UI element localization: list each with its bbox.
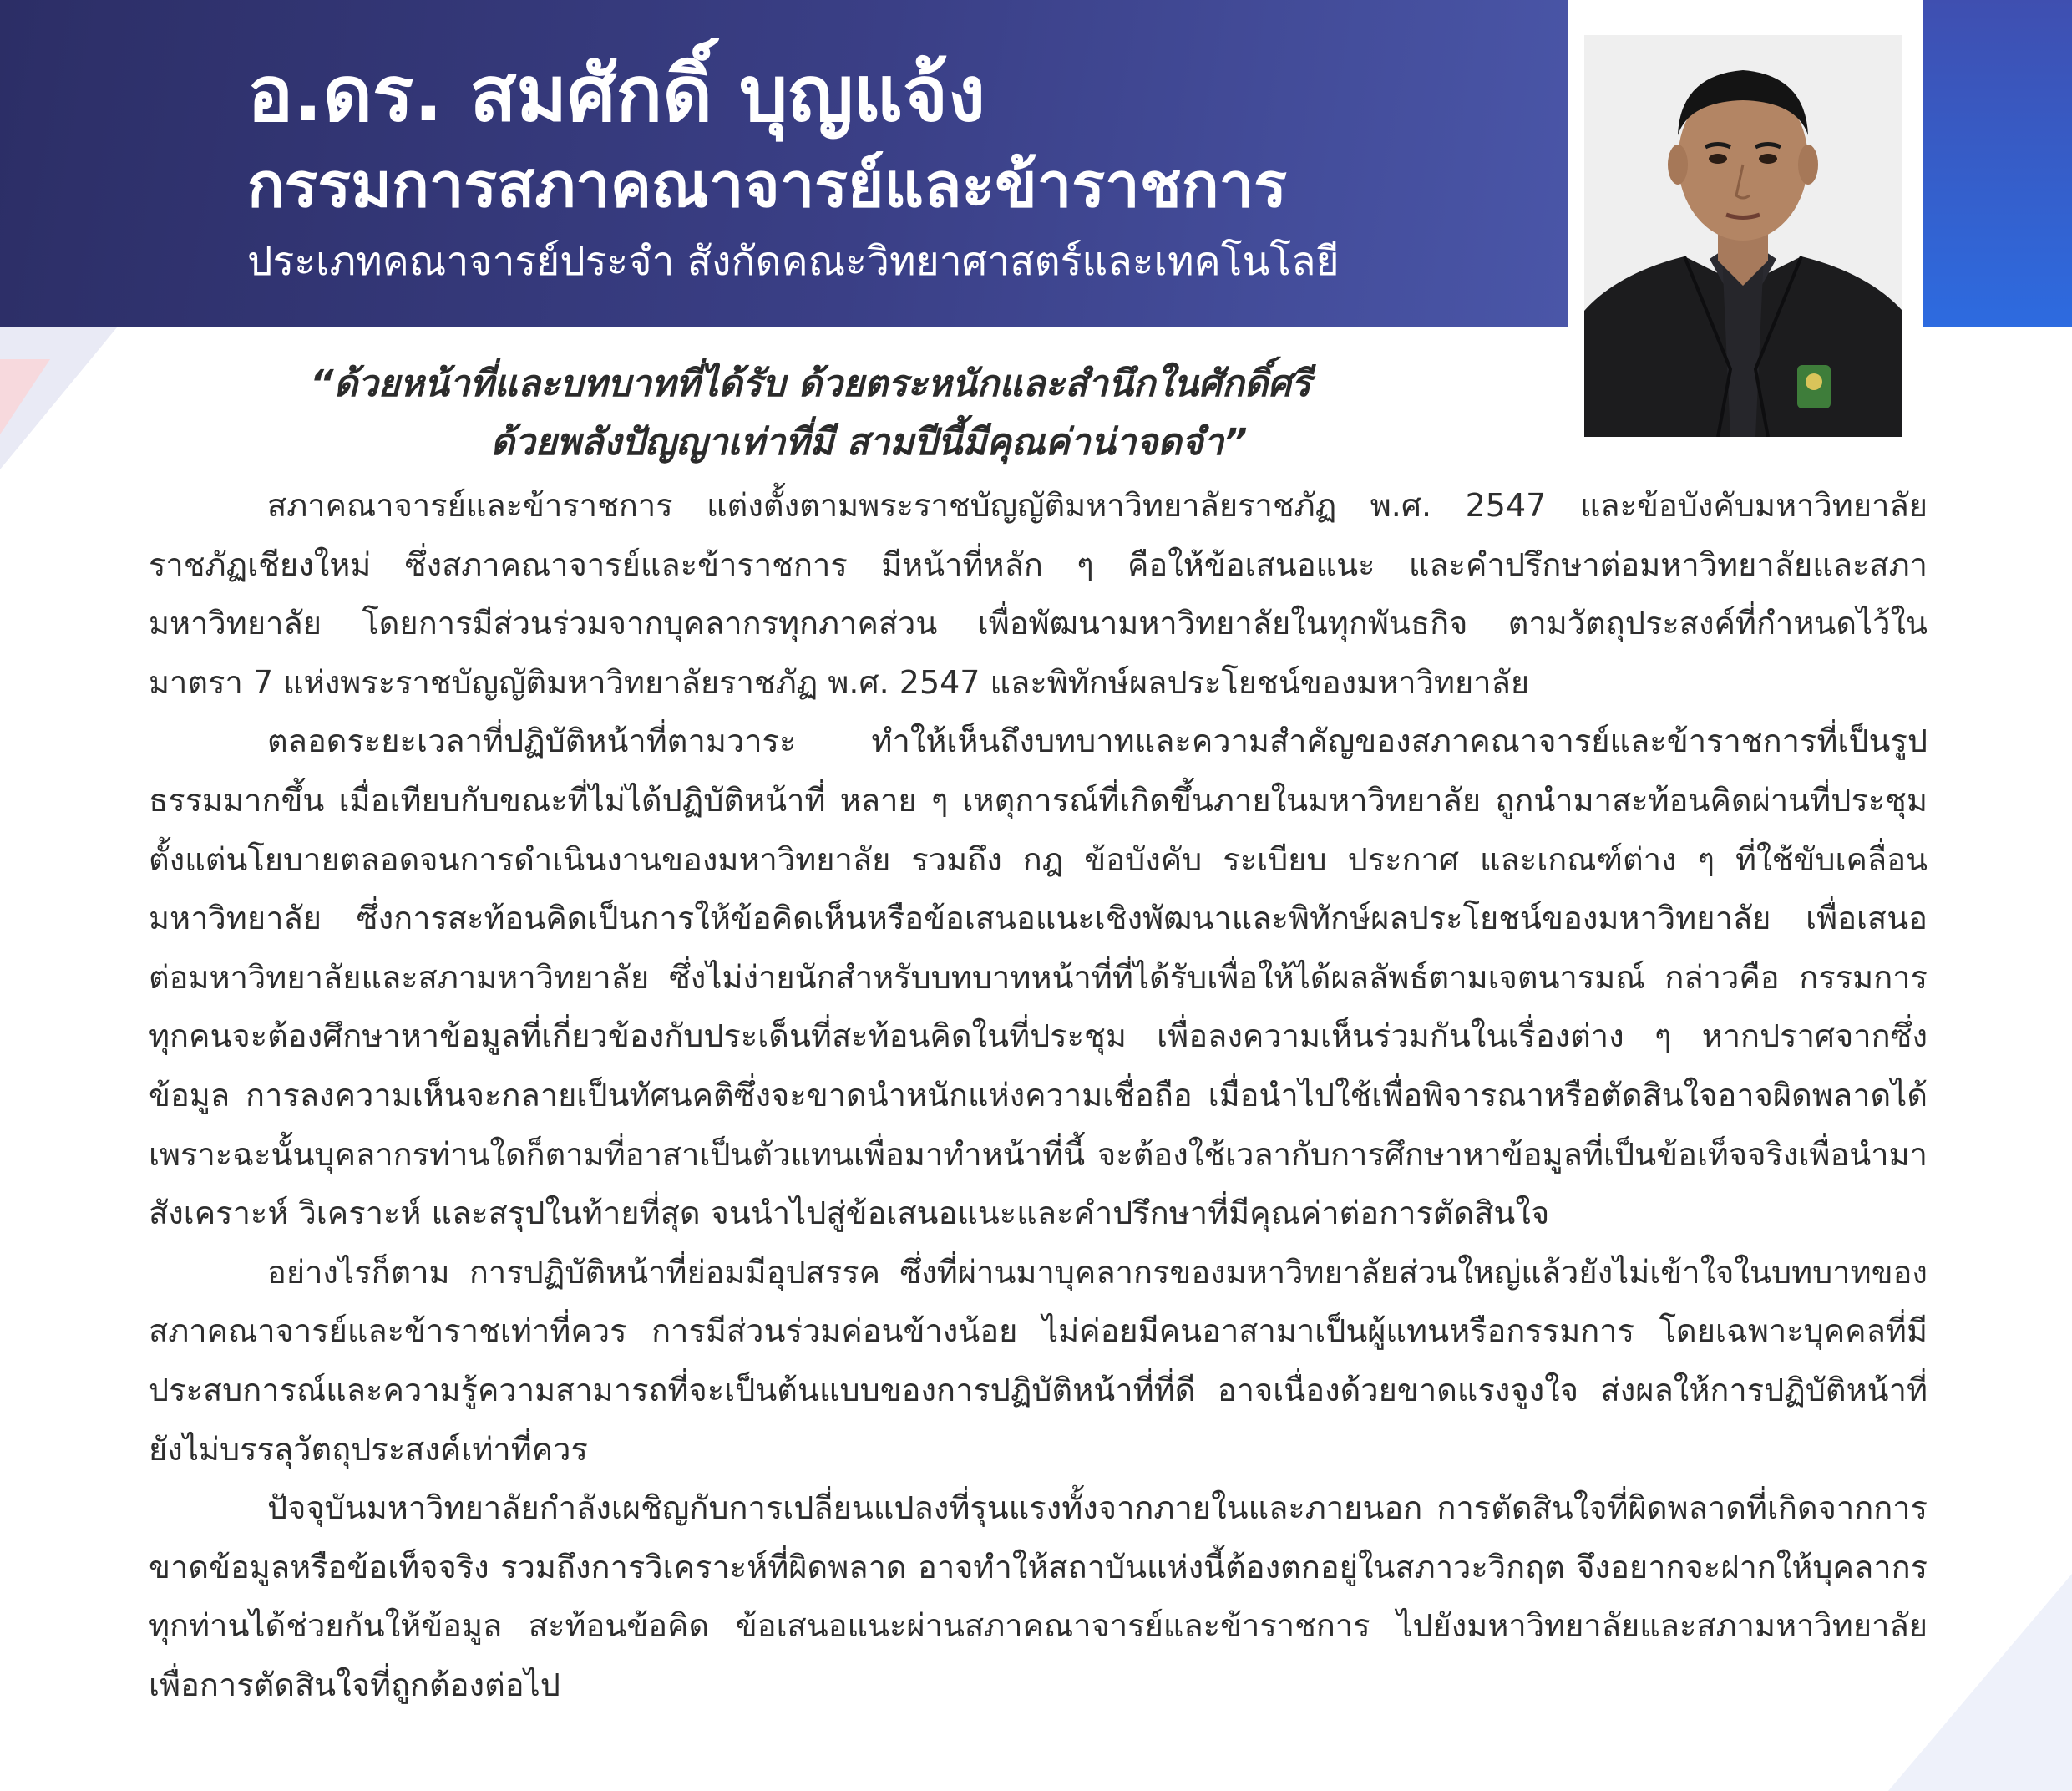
- person-affiliation: ประเภทคณาจารย์ประจำ สังกัดคณะวิทยาศาสตร์และเทคโนโลยี: [247, 238, 1340, 285]
- person-name: อ.ดร. สมศักดิ์ บุญแจ้ง: [247, 49, 985, 139]
- paragraph: อย่างไรก็ตาม การปฏิบัติหน้าที่ย่อมมีอุปสรรค ซึ่งที่ผ่านมาบุคลากรของมหาวิทยาลัยส่วนใหญ่แล้วยังไม่เข้าใจในบทบาทของสภาคณาจารย์และข้าราชเท่าที่ควร การมีส่วนร่วมค่อนข้างน้อย ไม่ค่อยมีคนอาสามาเป็นผู้แทนหรือกรรมการ โดยเฉพาะบุคคลที่มีประสบการณ์และความรู้ความสามารถที่จะเป็นต้นแบบของการปฏิบัติหน้าที่ที่ดี อาจเนื่องด้วยขาดแรงจูงใจ ส่งผลให้การปฏิบัติหน้าที่ยังไม่บรรลุวัตถุประสงค์เท่าที่ควร: [149, 1253, 1928, 1468]
- paragraph: ตลอดระยะเวลาที่ปฏิบัติหน้าที่ตามวาระ ทำให้เห็นถึงบทบาทและความสำคัญของสภาคณาจารย์และข้าราชการที่เป็นรูปธรรมมากขึ้น เมื่อเทียบกับขณะที่ไม่ได้ปฏิบัติหน้าที่ หลาย ๆ เหตุการณ์ที่เกิดขึ้นภายในมหาวิทยาลัย ถูกนำมาสะท้อนคิดผ่านที่ประชุม ตั้งแต่นโยบายตลอดจนการดำเนินงานของมหาวิทยาลัย รวมถึง กฎ ข้อบังคับ ระเบียบ ประกาศ และเกณฑ์ต่าง ๆ ที่ใช้ขับเคลื่อนมหาวิทยาลัย ซึ่งการสะท้อนคิดเป็นการให้ข้อคิดเห็นหรือข้อเสนอแนะเชิงพัฒนาและพิทักษ์ผลประโยชน์ของมหาวิทยาลัย เพื่อเสนอต่อมหาวิทยาลัยและสภามหาวิทยาลัย ซึ่งไม่ง่ายนักสำหรับบทบาทหน้าที่ที่ได้รับเพื่อให้ได้ผลลัพธ์ตามเจตนารมณ์ กล่าวคือ กรรมการทุกคนจะต้องศึกษาหาข้อมูลที่เกี่ยวข้องกับประเด็นที่สะท้อนคิดในที่ประชุม เพื่อลงความเห็นร่วมกันในเรื่องต่าง ๆ หากปราศจากซึ่งข้อมูล การลงความเห็นจะกลายเป็นทัศนคติซึ่งจะขาดนำหนักแห่งความเชื่อถือ เมื่อนำไปใช้เพื่อพิจารณาหรือตัดสินใจอาจผิดพลาดได้ เพราะฉะนั้นบุคลากรท่านใดก็ตามที่อาสาเป็นตัวแทนเพื่อมาทำหน้าที่นี้ จะต้องใช้เวลากับการศึกษาหาข้อมูลที่เป็นข้อเท็จจริงเพื่อนำมาสังเคราะห์ วิเคราะห์ และสรุปในท้ายที่สุด จนนำไปสู่ข้อเสนอแนะและคำปรึกษาที่มีคุณค่าต่อการตัดสินใจ: [149, 723, 1928, 1232]
- quote-line-1: “ด้วยหน้าที่และบทบาทที่ได้รับ ด้วยตระหนักและสำนึกในศักดิ์ศรี: [310, 363, 1311, 405]
- person-position: กรรมการสภาคณาจารย์และข้าราชการ: [247, 150, 1287, 221]
- header-side-strip: [1923, 0, 2072, 327]
- quote-line-2: ด้วยพลังปัญญาเท่าที่มี สามปีนี้มีคุณค่าน่าจดจำ”: [490, 421, 1248, 464]
- paragraph: สภาคณาจารย์และข้าราชการ แต่งตั้งตามพระราชบัญญัติมหาวิทยาลัยราชภัฏ พ.ศ. 2547 และข้อบังคับมหาวิทยาลัยราชภัฏเชียงใหม่ ซึ่งสภาคณาจารย์และข้าราชการ มีหน้าที่หลัก ๆ คือให้ข้อเสนอแนะ และคำปรึกษาต่อมหาวิทยาลัยและสภามหาวิทยาลัย โดยการมีส่วนร่วมจากบุคลากรทุกภาคส่วน เพื่อพัฒนามหาวิทยาลัยในทุกพันธกิจ ตามวัตถุประสงค์ที่กำหนดไว้ใน มาตรา 7 แห่งพระราชบัญญัติมหาวิทยาลัยราชภัฏ พ.ศ. 2547 และพิทักษ์ผลประโยชน์ของมหาวิทยาลัย: [149, 487, 1928, 701]
- paragraph: ปัจจุบันมหาวิทยาลัยกำลังเผชิญกับการเปลี่ยนแปลงที่รุนแรงทั้งจากภายในและภายนอก การตัดสินใจที่ผิดพลาดที่เกิดจากการขาดข้อมูลหรือข้อเท็จจริง รวมถึงการวิเคราะห์ที่ผิดพลาด อาจทำให้สถาบันแห่งนี้ต้องตกอยู่ในสภาวะวิกฤต จึงอยากจะฝากให้บุคลากรทุกท่านได้ช่วยกันให้ข้อมูล สะท้อนข้อคิด ข้อเสนอแนะผ่านสภาคณาจารย์และข้าราชการ ไปยังมหาวิทยาลัยและสภามหาวิทยาลัย เพื่อการตัดสินใจที่ถูกต้องต่อไป: [149, 1489, 1928, 1703]
- article-body: [149, 476, 1928, 1714]
